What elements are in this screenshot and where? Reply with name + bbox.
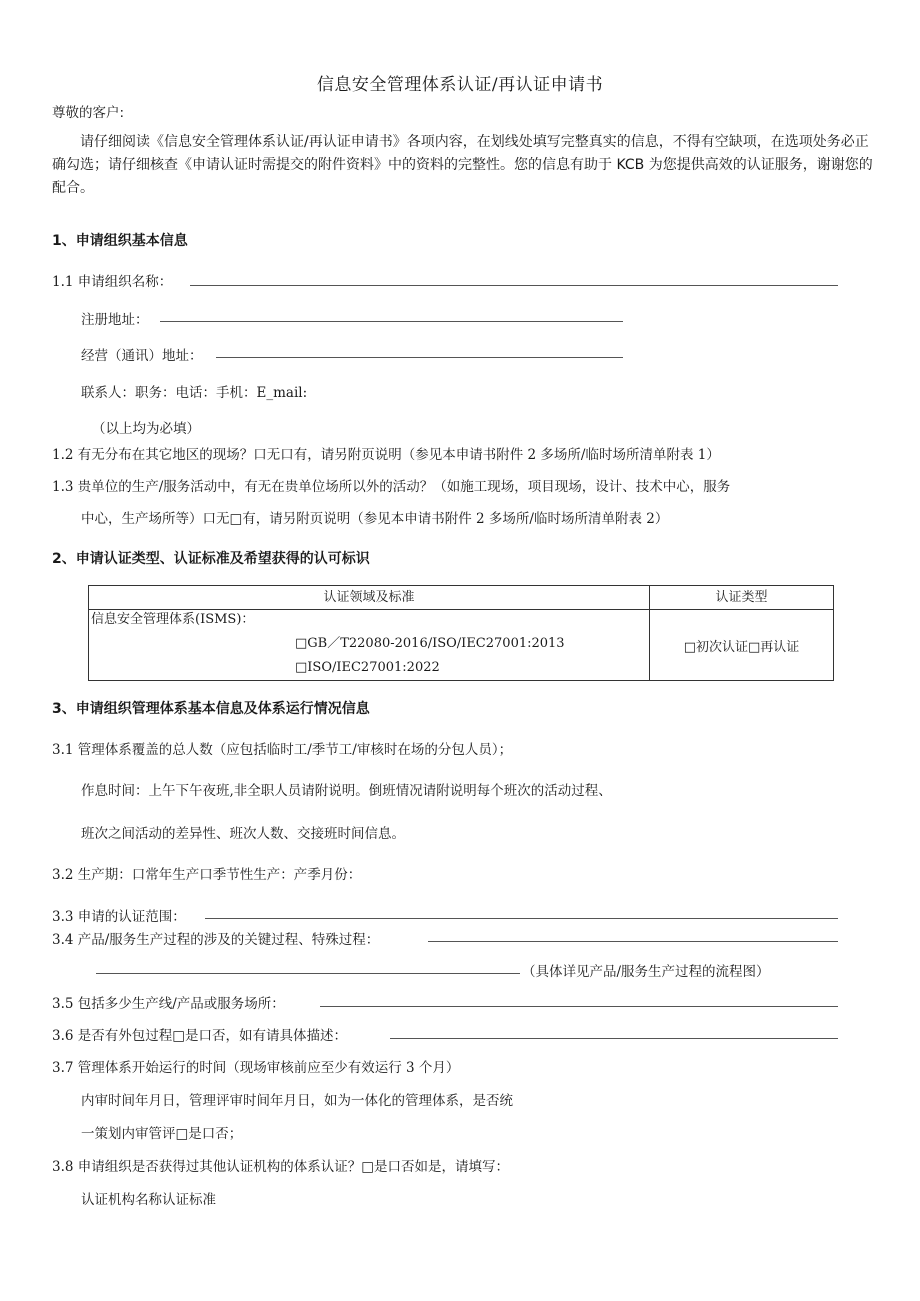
- question-3-3-label: 3.3 申请的认证范围：: [52, 909, 186, 925]
- question-1-3: 1.3 贵单位的生产/服务活动中，有无在贵单位场所以外的活动？（如施工现场，项目现场，设计、技术中心，服务: [52, 479, 731, 495]
- org-name-label: 1.1 申请组织名称：: [52, 274, 173, 290]
- standards-cell: [89, 610, 650, 681]
- production-lines-field[interactable]: [320, 1006, 838, 1007]
- reg-address-label: 注册地址：: [81, 312, 149, 328]
- cert-type-options[interactable]: □初次认证□再认证: [650, 610, 834, 681]
- question-3-1-shifts: 班次之间活动的差异性、班次人数、交接班时间信息。: [81, 826, 405, 842]
- key-process-field[interactable]: [428, 941, 838, 942]
- question-3-6-label: 3.6 是否有外包过程□是口否，如有请具体描述：: [52, 1028, 348, 1044]
- question-3-5-label: 3.5 包括多少生产线/产品或服务场所：: [52, 996, 285, 1012]
- question-3-2: 3.2 生产期：口常年生产口季节性生产：产季月份：: [52, 867, 362, 883]
- col-header-type: 认证类型: [650, 586, 834, 610]
- required-note: （以上均为必填）: [92, 421, 200, 437]
- biz-address-label: 经营（通讯）地址：: [81, 348, 203, 364]
- contact-line: 联系人：职务：电话：手机：E_mail:: [81, 385, 308, 401]
- question-3-7: 3.7 管理体系开始运行的时间（现场审核前应至少有效运行 3 个月）: [52, 1060, 460, 1076]
- section-2-heading: 2、申请认证类型、认证标准及希望获得的认可标识: [52, 551, 370, 567]
- page-title: 信息安全管理体系认证/再认证申请书: [316, 75, 604, 95]
- scope-field[interactable]: [205, 918, 838, 919]
- question-3-1-work-hours: 作息时间：上午下午夜班,非全职人员请附说明。倒班情况请附说明每个班次的活动过程、: [81, 783, 612, 799]
- section-1-heading: 1、申请组织基本信息: [52, 233, 188, 249]
- standard-option-2013[interactable]: □GB／T22080-2016/ISO/IEC27001:2013: [295, 636, 565, 651]
- greeting: 尊敬的客户:: [52, 105, 125, 121]
- key-process-field-cont[interactable]: [96, 973, 520, 974]
- biz-address-field[interactable]: [216, 357, 623, 358]
- org-name-field[interactable]: [190, 285, 838, 286]
- outsourcing-field[interactable]: [390, 1038, 838, 1039]
- standard-option-2022[interactable]: □ISO/IEC27001:2022: [295, 660, 440, 675]
- question-3-4-note: （具体详见产品/服务生产过程的流程图）: [522, 964, 770, 980]
- reg-address-field[interactable]: [160, 321, 623, 322]
- question-3-4-label: 3.4 产品/服务生产过程的涉及的关键过程、特殊过程：: [52, 932, 380, 948]
- question-1-3-cont: 中心，生产场所等）口无□有，请另附页说明（参见本申请书附件 2 多场所/临时场所清单附表 2）: [81, 511, 669, 527]
- section-3-heading: 3、申请组织管理体系基本信息及体系运行情况信息: [52, 701, 370, 717]
- question-1-2: 1.2 有无分布在其它地区的现场？口无口有，请另附页说明（参见本申请书附件 2 多场所/临时场所清单附表 1）: [52, 447, 720, 463]
- col-header-standard: 认证领域及标准: [89, 586, 650, 610]
- question-3-7-integrated: 一策划内审管评□是口否；: [81, 1126, 243, 1142]
- certification-table: [88, 585, 834, 681]
- intro-paragraph: 请仔细阅读《信息安全管理体系认证/再认证申请书》各项内容，在划线处填写完整真实的信息，不得有空缺项，在选项处务必正确勾选；请仔细核查《申请认证时需提交的附件资料》中的资料的完整性。您的信息有助于 KCB 为您提供高效的认证服务，谢谢您的配合。: [52, 134, 873, 196]
- question-3-7-audit-dates: 内审时间年月日，管理评审时间年月日，如为一体化的管理体系，是否统: [81, 1093, 513, 1109]
- question-3-1: 3.1 管理体系覆盖的总人数（应包括临时工/季节工/审核时在场的分包人员）；: [52, 742, 513, 758]
- question-3-8-cert-body: 认证机构名称认证标准: [81, 1192, 216, 1208]
- question-3-8: 3.8 申请组织是否获得过其他认证机构的体系认证？□是口否如是，请填写：: [52, 1159, 510, 1175]
- isms-label: 信息安全管理体系(ISMS)：: [91, 612, 255, 627]
